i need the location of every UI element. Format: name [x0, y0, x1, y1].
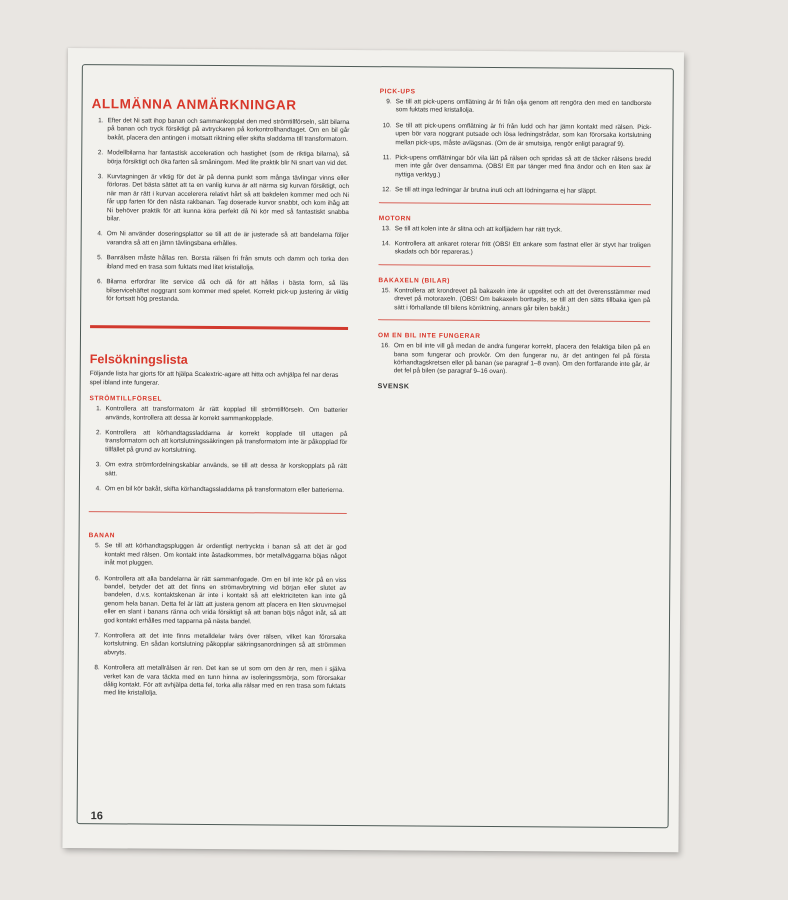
list-item	[379, 122, 651, 149]
item-text: Kontrollera att metallrälsen är ren. Det kan se ut som om den är ren, men i själva verket kan de vara täckta med en tunn hinna av isoleringssmörja, som förorsakar dålig kontakt. För att avhjälpa detta fel, torka alla rälsar med en ren trasa som fuktats med lite kristallolja.	[103, 664, 346, 698]
item-text: Kontrollera att det inte finns metalldelar tvärs över rälsen, vilket kan förorsaka kortslutning. En sådan kortslutning påkopplar säkringsanordningen så att strömmen abvryts.	[103, 632, 346, 657]
rear-axle-list	[378, 287, 650, 314]
item-number: 14.	[381, 240, 391, 248]
one-car-heading: OM EN BIL INTE FUNGERAR	[377, 332, 481, 340]
troubleshooting-title: Felsökningslista	[89, 352, 188, 368]
list-item	[379, 240, 651, 259]
item-text: Kontrollera att transformatorn är rätt kopplad till strömtillförseln. Om batterier används, kontrollera att dessa är korrekt sammankopplade.	[105, 405, 348, 422]
list-item	[87, 664, 345, 699]
list-item	[88, 575, 346, 627]
item-text: Banrälsen måste hållas ren. Borsta rälsen fri från smuts och damm och torka den ibland med en trasa som fuktats med litet kristallolja.	[106, 254, 349, 271]
item-number: 2.	[95, 429, 102, 437]
section-divider	[89, 512, 347, 515]
item-text: Om en bil inte vill gå medan de andra fungerar korrekt, placera den felaktiga bilen på en bana som fungerar och provkör. Om den fungerar nu, är det antingen fel på första körhandtagskretsen eller på banan (se paragraf 1–8 ovan). Om den fortfarande inte går, är det fel på bilen (se paragraf 9–16 ovan).	[393, 342, 650, 376]
list-item	[89, 485, 347, 495]
list-item	[89, 461, 347, 480]
motor-list	[379, 225, 651, 259]
list-item	[379, 186, 651, 196]
section-divider	[379, 202, 651, 205]
list-item	[378, 287, 650, 314]
list-item	[90, 254, 348, 273]
list-item	[89, 429, 347, 456]
item-text: Se till att pick-upens omflätning är fri från olja genom att rengöra den med en tandborste som fuktats med kristallolja.	[395, 98, 652, 115]
item-text: Om Ni använder doseringsplattor se till att de är justerade så att bandelarna följer varandra så att en jämn tävlingsbana erhålles.	[106, 230, 349, 248]
general-notes-title: ALLMÄNNA ANMÄRKNINGAR	[91, 96, 297, 113]
item-number: 8.	[94, 664, 100, 672]
list-item	[91, 149, 349, 168]
item-text: Modellbilarna har fantastisk acceleration och hastighet (som de riktiga bilarna), så börja försiktigt och öka farten så småningom. Med lite praktik blir Ni snart van vid det.	[107, 149, 350, 167]
item-text: Se till att inga ledningar är brutna inuti och att lödningarna ej har släppt.	[394, 186, 597, 195]
power-supply-heading: STRÖMTILLFÖRSEL	[89, 395, 163, 403]
item-number: 5.	[95, 542, 101, 550]
item-text: Se till att körhandtagspluggen är ordentligt nertryckta i banan så att det är god kontakt med rälsen. Om kontakt inte åstadkommes, bör metallväggarna böjas något inåt mot pluggen.	[104, 542, 347, 567]
track-list	[87, 543, 346, 700]
item-number: 3.	[95, 461, 102, 469]
item-text: Bilarna erfordrar lite service då och då för att hållas i bästa form, så läs bilservicehäftet noggrant som kommer med spelet. Korrekt pick-up justering är viktig för fortsatt hög prestanda.	[106, 278, 349, 303]
item-text: Kontrollera att ankaret roterar fritt (OBS! Ett ankare som fastnat eller är styvt har troligen skadats och bör repareras.)	[394, 240, 651, 257]
item-number: 7.	[94, 632, 100, 640]
item-text: Om extra strömfordelningskablar används, se till att dessa är korskopplats på rätt sätt.	[105, 461, 348, 477]
item-number: 15.	[381, 287, 391, 295]
item-number: 11.	[382, 154, 392, 162]
section-divider	[90, 325, 348, 330]
list-item	[91, 231, 349, 250]
pickups-list	[379, 98, 652, 197]
language-label: SVENSK	[377, 382, 410, 391]
item-number: 12.	[382, 186, 392, 194]
list-item	[378, 342, 650, 378]
item-number: 1.	[98, 117, 104, 125]
list-item	[89, 405, 347, 424]
item-number: 5.	[97, 254, 103, 262]
rear-axle-heading: BAKAXELN (BILAR)	[378, 277, 451, 285]
item-text: Efter det Ni satt ihop banan och sammankopplat den med strömtillförseln, sätt bilarna på banan och tryck försiktigt på avtryckaren på korkontrollhandtaget. Om en bil går bakåt, placera den antingen i motsatt riktning eller skifta sladdarna till transformatorn.	[107, 117, 350, 143]
item-text: Om en bil kör bakåt, skifta körhandtagssladdarna på transformatorn eller batterierna.	[104, 485, 345, 494]
section-divider	[378, 264, 650, 267]
item-number: 16.	[381, 342, 390, 350]
item-number: 6.	[97, 278, 103, 286]
troubleshooting-intro: Följande lista har gjorts för att hjälpa Scalextric-agare att hitta och avhjälpa fel nar deras spel ibland inte fungerar.	[89, 370, 339, 387]
left-column	[87, 76, 349, 707]
item-number: 3.	[97, 173, 104, 181]
item-number: 1.	[96, 405, 102, 413]
item-text: Se till att pick-upens omflätning är fri från ludd och har jämn kontakt med rälsen. Pick-upen bör vara noggrant putsade och lösa ledningstrådar, som kan förorsaka kortslutning mellan pick-ups, måste avlägsnas. (Om de är smutsiga, rengör enligt paragraf 9).	[395, 122, 652, 148]
section-divider	[378, 319, 650, 322]
item-number: 9.	[386, 98, 392, 106]
item-text: Kontrollera att alla bandelarna är rätt sammanfogade. Om en bil inte kör på en viss bandel, betyder det att det finns en strömavbrytning vid början eller slutet av bandelen, d.v.s. kontaktskenan är inte i kontakt så att elektriciteten kan inte gå genom hela banan. Detta fel är lätt att justera genom att placera en liten skruvmejsel eller en slant i banans ränna och vrida försiktigt så att banan böjs något inåt, så att god kontakt erhålles med tapparna på nästa bandel.	[103, 574, 347, 625]
power-supply-list	[89, 405, 348, 495]
item-number: 4.	[97, 230, 103, 238]
item-text: Se till att kolen inte är slitna och att kolfjädern har rätt tryck.	[394, 224, 563, 234]
general-notes-list	[90, 117, 349, 305]
pickups-heading: PICK-UPS	[379, 88, 416, 96]
list-item	[91, 117, 349, 144]
item-text: Kurvtagningen är viktig för det är på denna punkt som många tävlingar vinns eller förloras. Det bästa sättet att ta en vanlig kurva är att närma sig kurvan försiktigt, och när man är rätt i kurvan accelerera relativt hårt så att bakdelen kommer med och Ni får upp farten för den nästa rakbanan. Tag doserade kurvor snabbt, och kom ihåg att Ni behöver praktik för att kunna köra perfekt då Ni kör med så fantastiskt snabba bilar.	[106, 173, 350, 223]
booklet-page	[62, 48, 684, 852]
track-heading: BANAN	[88, 532, 116, 540]
item-text: Kontrollera att krondrevet på bakaxeln inte är uppslitet och att det överensstämmer med drevet på motoraxeln. (OBS! Om bakaxeln borttagits, se till att den sätts tillbaka igen på sätt i förhallande till bilens körriktning, annars går bilen bakåt.)	[394, 287, 651, 313]
motor-heading: MOTORN	[378, 214, 412, 223]
item-number: 6.	[94, 574, 101, 582]
list-item	[91, 173, 349, 225]
right-column	[378, 78, 652, 392]
one-car-list	[378, 342, 650, 378]
item-text: Kontrollera att körhandtagssladdarna är korrekt kopplade till uttagen på transformatorn och att kortslutningssäkringen på transformatorn inte är påkopplad för tillfället på grund av kortslutning.	[105, 429, 348, 454]
list-item	[379, 225, 651, 235]
list-item	[379, 154, 651, 181]
item-number: 10.	[382, 122, 392, 130]
list-item	[88, 632, 346, 659]
item-number: 2.	[97, 149, 104, 157]
list-item	[88, 543, 346, 570]
item-text: Pick-upens omflätningar bör vila lätt på rälsen och spridas så att de täcker rälsens bredd men inte går över densamma. (OBS! Ett par tänger med fina ändor och en liten sax är nyttiga verktyg.)	[395, 154, 652, 179]
item-number: 13.	[381, 224, 391, 232]
item-number: 4.	[95, 485, 101, 493]
list-item	[380, 98, 652, 117]
list-item	[90, 278, 348, 305]
page-number: 16	[90, 810, 103, 823]
